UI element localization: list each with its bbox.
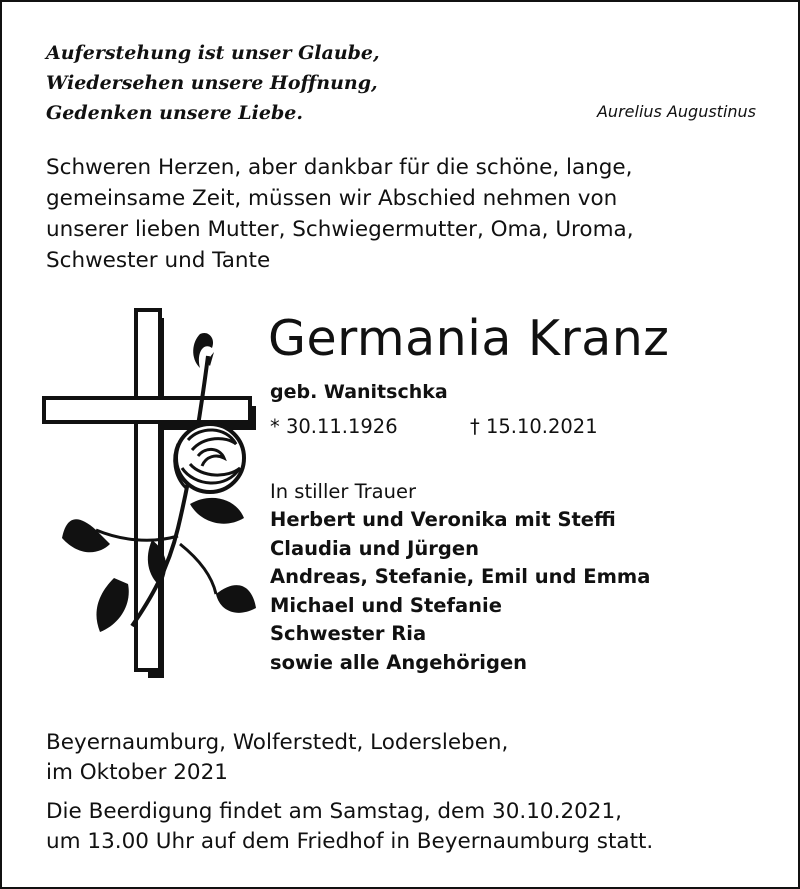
birth-name: geb. Wanitschka	[270, 381, 448, 403]
mourner-line: Michael und Stefanie	[270, 593, 502, 617]
quote-author: Aurelius Augustinus	[596, 102, 756, 121]
death-date: † 15.10.2021	[470, 415, 598, 438]
intro-line: Schwester und Tante	[46, 248, 271, 273]
mourners-list	[270, 506, 650, 677]
intro-text	[46, 152, 634, 276]
place-line: im Oktober 2021	[46, 760, 228, 785]
quote-line: Auferstehung ist unser Glaube,	[46, 42, 380, 64]
quote-line: Gedenken unsere Liebe.	[46, 102, 303, 124]
deceased-name: Germania Kranz	[268, 310, 670, 367]
funeral-line: Die Beerdigung findet am Samstag, dem 30.10.2021,	[46, 799, 622, 824]
birth-date: * 30.11.1926	[270, 415, 398, 438]
quote-line: Wiedersehen unsere Hoffnung,	[46, 72, 378, 94]
life-dates	[270, 413, 598, 441]
place-line: Beyernaumburg, Wolferstedt, Lodersleben,	[46, 730, 509, 755]
mourning-heading: In stiller Trauer	[270, 480, 416, 503]
mourner-line: sowie alle Angehörigen	[270, 650, 528, 674]
mourner-line: Herbert und Veronika mit Steffi	[270, 508, 616, 531]
mourner-line: Andreas, Stefanie, Emil und Emma	[270, 565, 651, 588]
funeral-line: um 13.00 Uhr auf dem Friedhof in Beyernaumburg statt.	[46, 829, 654, 854]
mourner-line: Schwester Ria	[270, 622, 427, 645]
cross-with-rose-icon	[40, 308, 260, 678]
funeral-info	[46, 797, 653, 857]
quote-block	[46, 38, 380, 128]
place-and-date	[46, 728, 508, 788]
intro-line: unserer lieben Mutter, Schwiegermutter, Oma, Uroma,	[46, 217, 634, 242]
intro-line: Schweren Herzen, aber dankbar für die schöne, lange,	[46, 155, 633, 180]
mourner-line: Claudia und Jürgen	[270, 536, 479, 560]
intro-line: gemeinsame Zeit, müssen wir Abschied nehmen von	[46, 186, 618, 211]
